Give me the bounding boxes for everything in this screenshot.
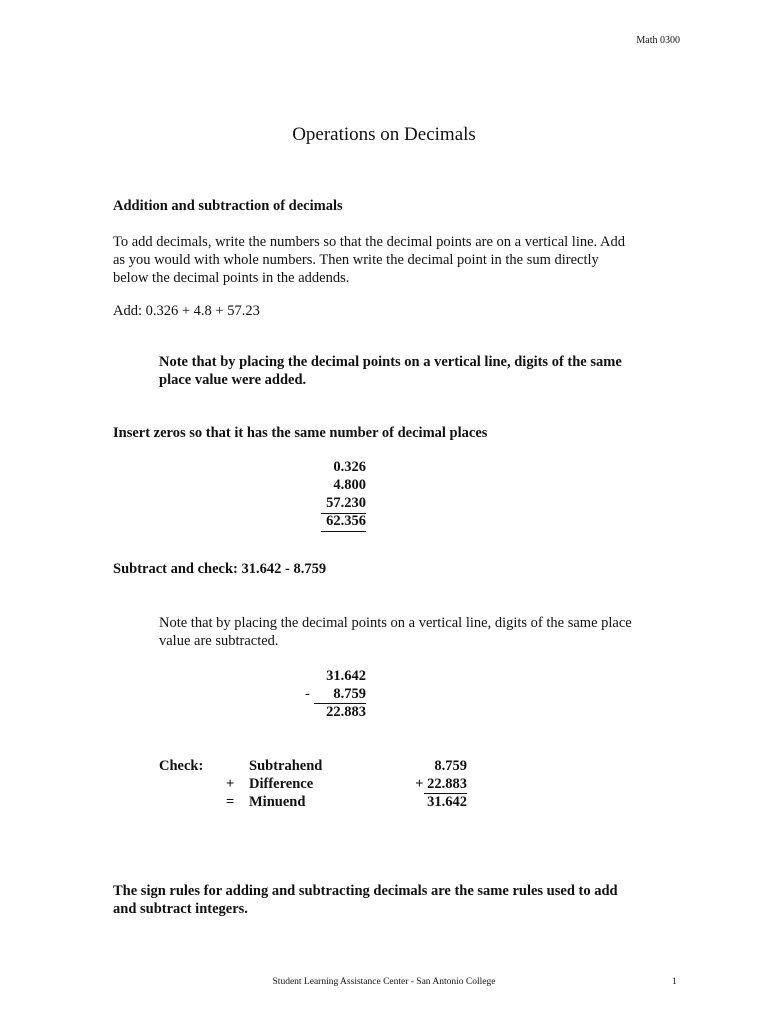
addend-3: 57.230 (326, 495, 366, 511)
check-label: Check: (159, 758, 204, 774)
paragraph-line: as you would with whole numbers. Then write the decimal point in the sum directly (113, 252, 599, 268)
check-value-minuend: 31.642 (427, 794, 467, 810)
page-number: 1 (672, 977, 677, 987)
addend-1: 0.326 (333, 459, 366, 475)
page-title: Operations on Decimals (292, 124, 476, 145)
sign-rules (113, 882, 618, 918)
course-code: Math 0300 (636, 35, 680, 46)
check-op-plus: + (226, 776, 235, 792)
note-line: place value were added. (159, 372, 307, 388)
addend-2: 4.800 (333, 477, 366, 493)
note-line: value are subtracted. (159, 633, 279, 649)
check-value-difference: + 22.883 (415, 776, 467, 792)
check-name-difference: Difference (249, 776, 314, 792)
minus-sign: - (305, 686, 310, 702)
addition-paragraph (113, 233, 625, 287)
addition-example: Add: 0.326 + 4.8 + 57.23 (113, 303, 260, 319)
section-heading-subtraction: Subtract and check: 31.642 - 8.759 (113, 561, 327, 577)
subtrahend-value: 8.759 (333, 686, 366, 702)
check-value-subtrahend: 8.759 (434, 758, 467, 774)
sign-rules-line: and subtract integers. (113, 901, 248, 917)
insert-zeros-heading: Insert zeros so that it has the same number of decimal places (113, 425, 488, 441)
note-line: Note that by placing the decimal points on a vertical line, digits of the same (159, 354, 622, 370)
note-line: Note that by placing the decimal points on a vertical line, digits of the same place (159, 615, 632, 631)
difference-value: 22.883 (326, 704, 366, 720)
section-heading-addition: Addition and subtraction of decimals (113, 198, 343, 214)
paragraph-line: below the decimal points in the addends. (113, 270, 350, 286)
footer-center: Student Learning Assistance Center - San Antonio College (272, 977, 496, 987)
sum-underline (321, 531, 366, 532)
minuend-value: 31.642 (326, 668, 366, 684)
sum-value: 62.356 (326, 513, 366, 529)
check-name-subtrahend: Subtrahend (249, 758, 323, 774)
sign-rules-line: The sign rules for adding and subtracting decimals are the same rules used to add (113, 883, 618, 899)
check-op-equals: = (226, 794, 235, 810)
addition-note (159, 353, 659, 389)
paragraph-line: To add decimals, write the numbers so that the decimal points are on a vertical line. Add (113, 234, 625, 250)
subtraction-note (159, 614, 659, 650)
check-name-minuend: Minuend (249, 794, 306, 810)
